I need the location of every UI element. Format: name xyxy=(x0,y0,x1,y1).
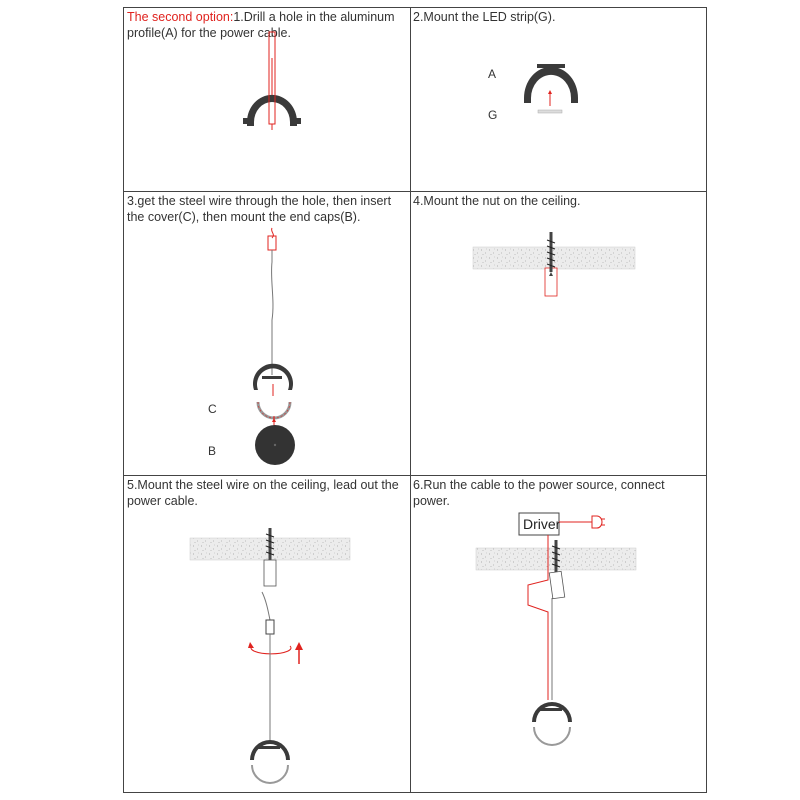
profile-a xyxy=(247,95,297,126)
step-1-prefix: The second option: xyxy=(127,10,234,24)
step-5-illustration xyxy=(190,528,350,783)
label-c: C xyxy=(208,402,217,416)
step-4-text: 4.Mount the nut on the ceiling. xyxy=(413,194,581,208)
profile-step5 xyxy=(250,740,290,760)
ceiling-step4 xyxy=(473,247,635,269)
step-4-illustration xyxy=(473,232,635,296)
profile-a-step2 xyxy=(524,67,578,103)
plug-icon xyxy=(592,516,605,528)
driver-label: Driver xyxy=(523,516,561,532)
step-5-text: 5.Mount the steel wire on the ceiling, lead out the power cable. xyxy=(127,478,399,508)
wire-fitting xyxy=(268,236,276,250)
step-3-text: 3.get the steel wire through the hole, then insert the cover(C), then mount the end caps(B). xyxy=(127,194,392,224)
step-6-illustration xyxy=(476,513,636,745)
step-1-illustration xyxy=(243,32,301,130)
step-6-text: 6.Run the cable to the power source, connect power. xyxy=(413,478,665,508)
led-strip-g xyxy=(538,110,562,113)
step-2-illustration xyxy=(524,64,578,113)
rotate-arrow xyxy=(251,646,291,654)
label-a: A xyxy=(488,67,497,81)
step-3-illustration xyxy=(253,228,295,465)
label-b: B xyxy=(208,444,217,458)
cover-c xyxy=(258,402,290,418)
profile-step6 xyxy=(532,702,572,722)
step-1-body: 1.Drill a hole in the aluminum profile(A) for the power cable. xyxy=(127,10,395,40)
step-2-text: 2.Mount the LED strip(G). xyxy=(413,10,556,24)
label-g: G xyxy=(488,108,498,122)
